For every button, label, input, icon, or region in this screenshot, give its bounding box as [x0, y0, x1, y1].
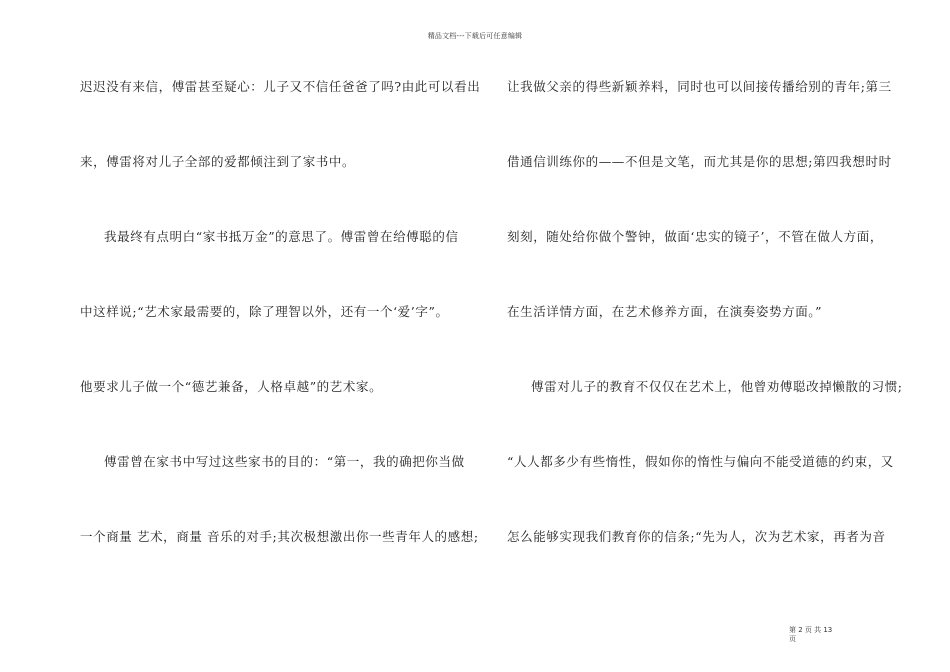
text-line: 傅雷曾在家书中写过这些家书的目的：“第一，我的确把你当做 — [104, 454, 465, 469]
text-line: 一个商量 艺术，商量 音乐的对手;其次极想激出你一些青年人的感想; — [80, 529, 479, 544]
text-line: 刻刻，随处给你做个警钟，做面‘忠实的镜子’，不管在做人方面， — [507, 229, 883, 244]
text-line: 怎么能够实现我们教育你的信条;“先为人，次为艺术家，再者为音 — [507, 529, 886, 544]
text-line: 借通信训练你的——不但是文笔，而尤其是你的思想;第四我想时时 — [507, 154, 892, 169]
text-line: 让我做父亲的得些新颖养料，同时也可以间接传播给别的青年;第三 — [507, 79, 892, 94]
page-number-text: 第 2 页 共 13 — [789, 626, 833, 634]
text-line: 中这样说;“艺术家最需要的，除了理智以外，还有一个‘爱’字”。 — [80, 304, 449, 319]
text-line: 在生活详情方面，在艺术修养方面，在演奏姿势方面。” — [507, 304, 823, 319]
text-line: 他要求儿子做一个“德艺兼备，人格卓越”的艺术家。 — [80, 379, 383, 394]
page-number — [789, 626, 849, 644]
page-number-suffix: 页 — [789, 635, 796, 643]
text-line: 迟迟没有来信，傅雷甚至疑心：儿子又不信任爸爸了吗?由此可以看出 — [80, 79, 481, 94]
text-line: “人人都多少有些惰性，假如你的惰性与偏向不能受道德的约束，又 — [507, 454, 894, 469]
page-header: 精品文档---下载后可任意编辑 — [427, 32, 523, 40]
text-line: 傅雷对儿子的教育不仅仅在艺术上，他曾劝傅聪改掉懒散的习惯; — [531, 379, 903, 394]
text-line: 来，傅雷将对儿子全部的爱都倾注到了家书中。 — [80, 154, 356, 169]
text-line: 我最终有点明白“家书抵万金”的意思了。傅雷曾在给傅聪的信 — [104, 229, 459, 244]
